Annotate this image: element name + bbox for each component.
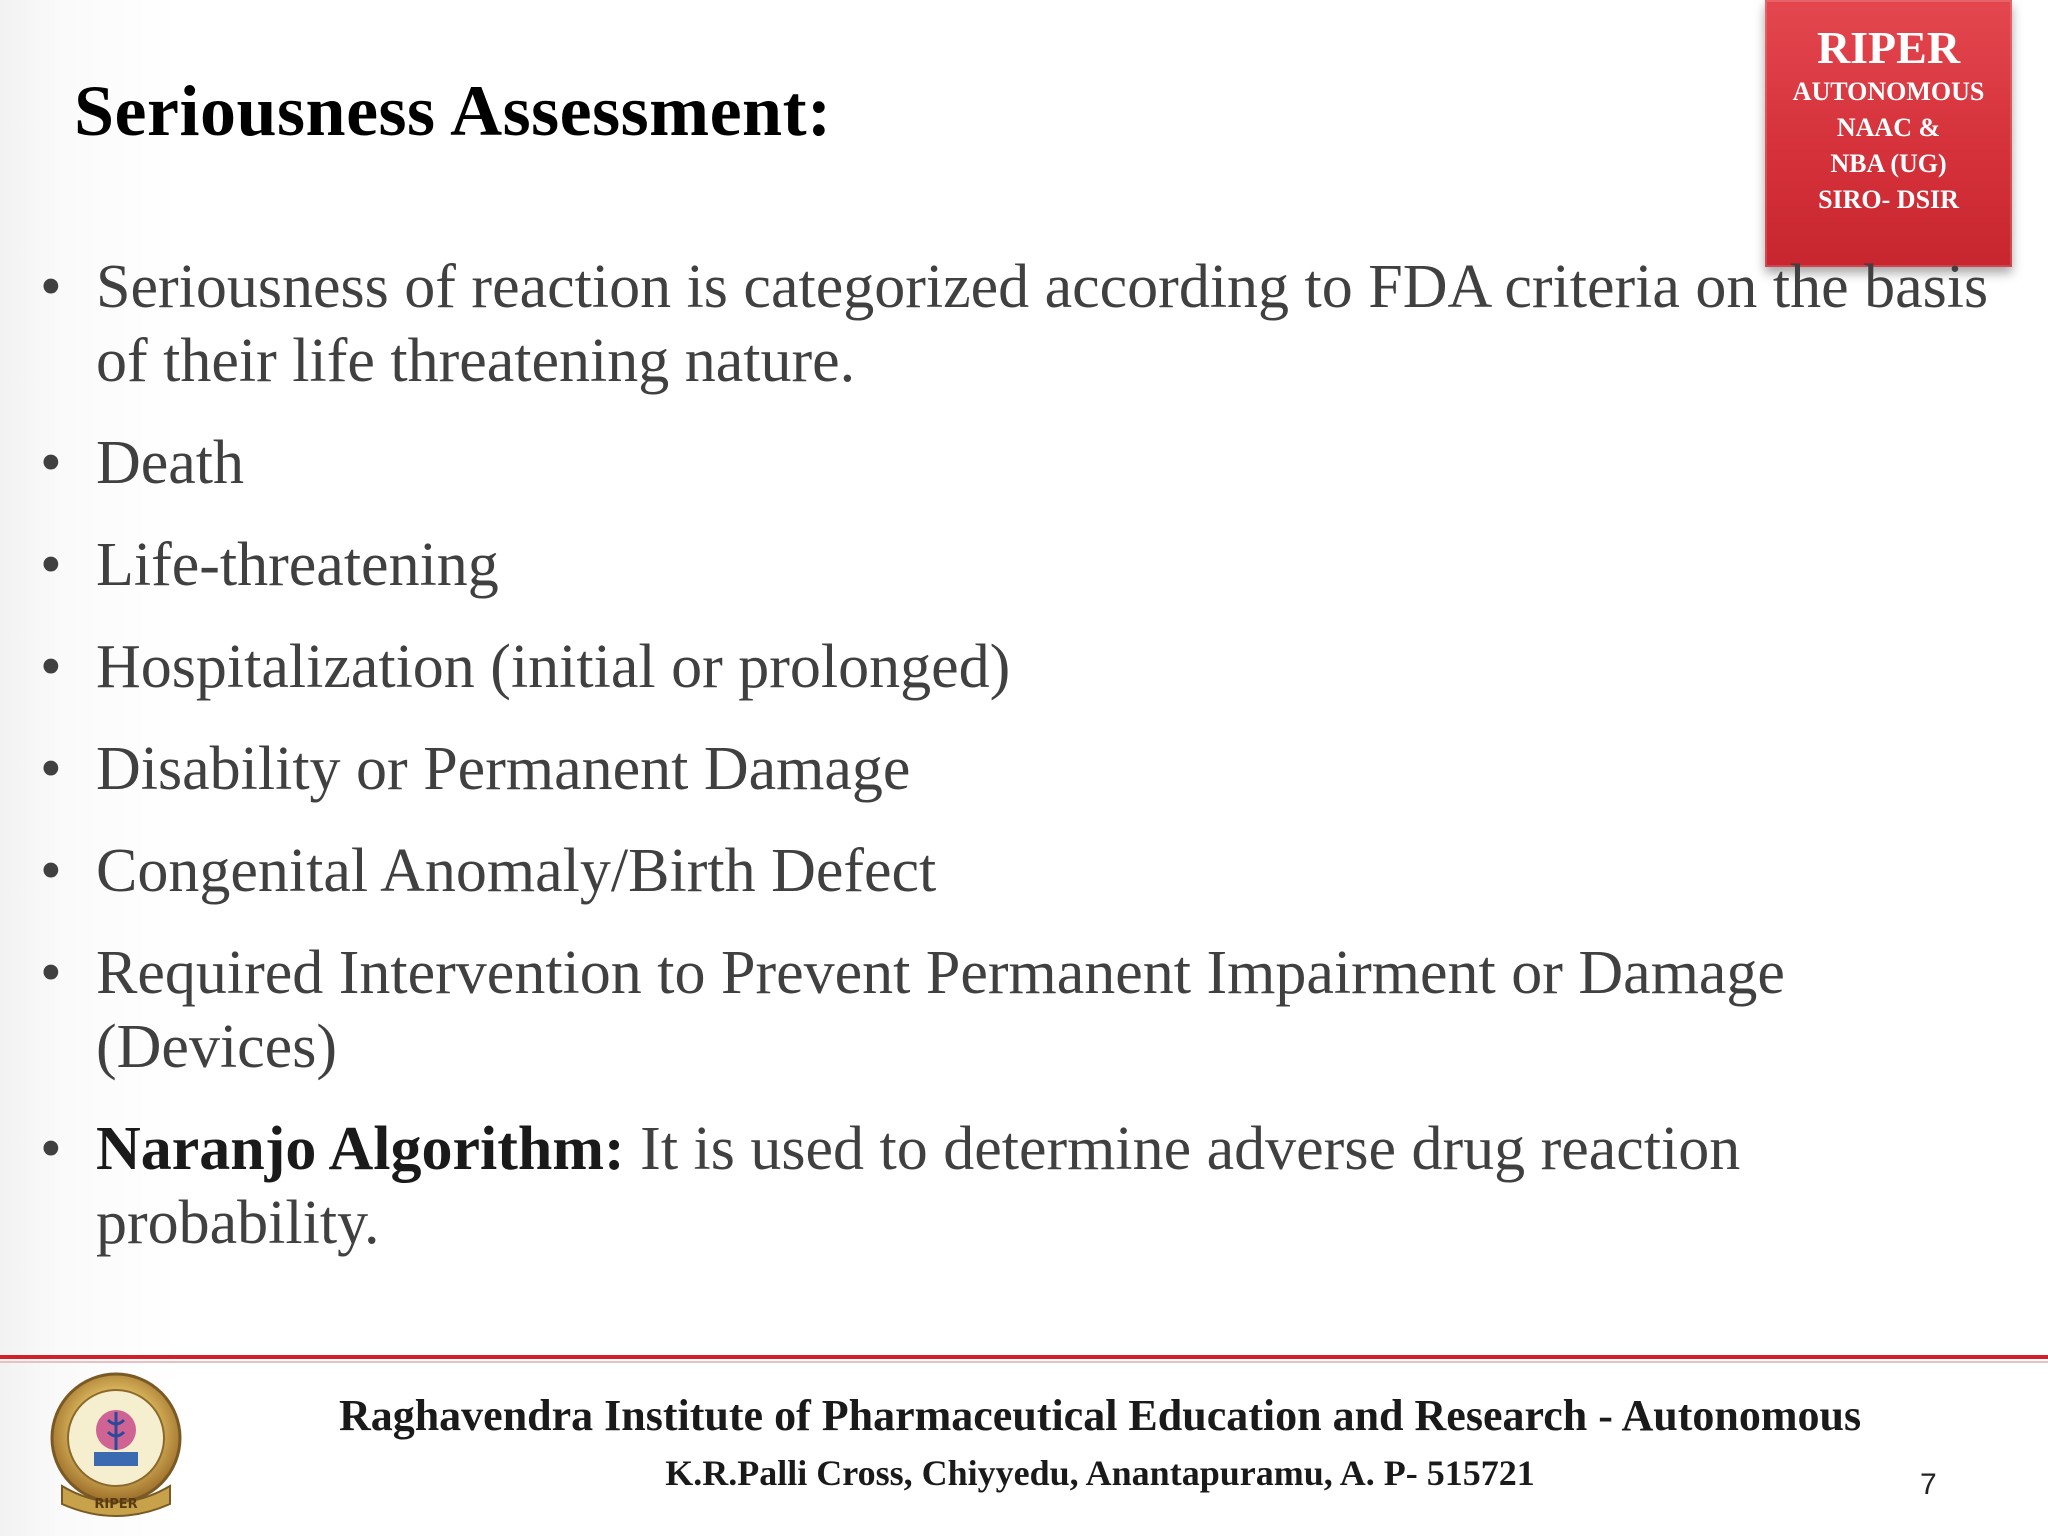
bullet-dot: • bbox=[40, 1115, 62, 1183]
bullet-dot: • bbox=[40, 633, 62, 701]
footer-institution: Raghavendra Institute of Pharmaceutical Education and Research - Autonomous bbox=[338, 1391, 1862, 1440]
footer-divider bbox=[0, 1355, 2048, 1359]
bullet-item bbox=[40, 732, 2000, 806]
bullet-item bbox=[40, 834, 2000, 908]
bullet-text: It is used to determine adverse drug reaction probability. bbox=[96, 1115, 1741, 1257]
institute-logo-icon bbox=[42, 1368, 190, 1526]
badge-line-autonomous: AUTONOMOUS bbox=[1792, 77, 1985, 106]
badge-line-siro: SIRO- DSIR bbox=[1818, 185, 1959, 214]
bullet-text: Death bbox=[96, 429, 245, 497]
badge-line-naac: NAAC & bbox=[1836, 113, 1941, 142]
riper-badge bbox=[1765, 0, 2012, 267]
bullet-dot: • bbox=[40, 735, 62, 803]
bullet-dot: • bbox=[40, 939, 62, 1007]
bullet-item bbox=[40, 936, 2000, 1084]
bullet-item bbox=[40, 1112, 2000, 1260]
bullet-item bbox=[40, 250, 2000, 398]
bullet-strong-text: Naranjo Algorithm: bbox=[96, 1115, 625, 1183]
bullet-list bbox=[40, 250, 2000, 1288]
badge-line-nba: NBA (UG) bbox=[1830, 149, 1947, 178]
bullet-dot: • bbox=[40, 531, 62, 599]
bullet-text: Required Intervention to Prevent Permanent Impairment or Damage (Devices) bbox=[96, 939, 1785, 1081]
bullet-dot: • bbox=[40, 253, 62, 321]
bullet-text: Seriousness of reaction is categorized according to FDA criteria on the basis of their life threatening nature. bbox=[96, 253, 1989, 395]
bullet-item bbox=[40, 426, 2000, 500]
bullet-text: Congenital Anomaly/Birth Defect bbox=[96, 837, 937, 905]
footer-address: K.R.Palli Cross, Chiyyedu, Anantapuramu, A. P- 515721 bbox=[665, 1453, 1535, 1493]
footer-divider-shadow bbox=[0, 1361, 2048, 1363]
bullet-text: Disability or Permanent Damage bbox=[96, 735, 911, 803]
bullet-dot: • bbox=[40, 837, 62, 905]
bullet-item bbox=[40, 630, 2000, 704]
badge-title: RIPER bbox=[1816, 22, 1961, 73]
page-number: 7 bbox=[1920, 1468, 1937, 1501]
bullet-item bbox=[40, 528, 2000, 602]
bullet-text: Hospitalization (initial or prolonged) bbox=[96, 633, 1011, 701]
bullet-text: Life-threatening bbox=[96, 531, 499, 599]
slide-title: Seriousness Assessment: bbox=[74, 71, 832, 151]
bullet-dot: • bbox=[40, 429, 62, 497]
logo-ribbon-text: RIPER bbox=[94, 1497, 138, 1512]
